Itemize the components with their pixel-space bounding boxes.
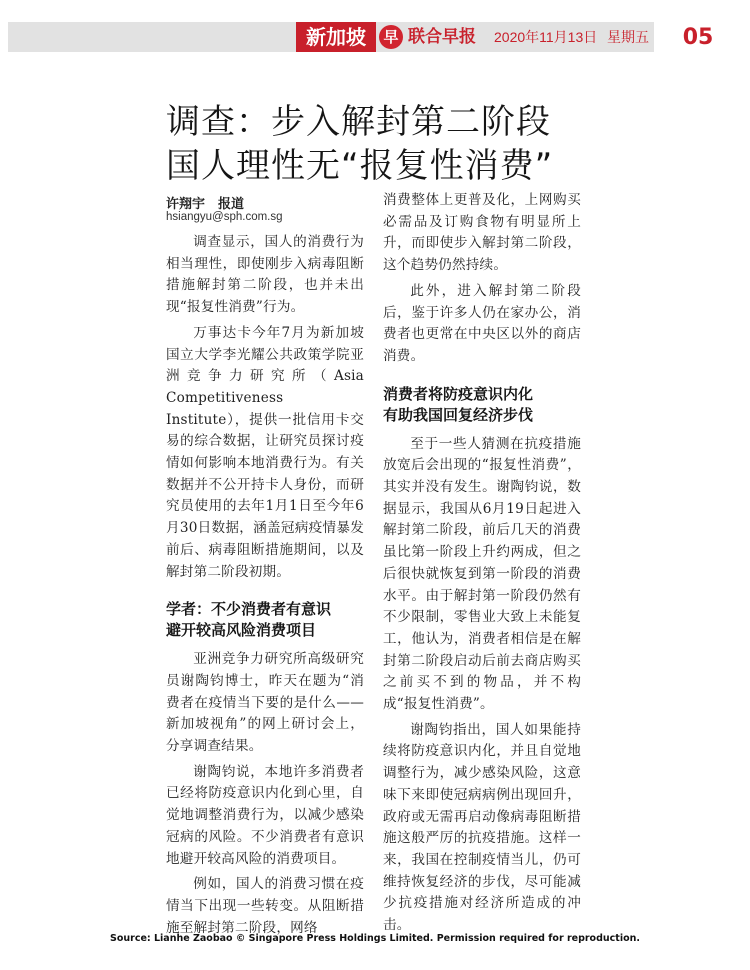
- page-number: 05: [654, 22, 742, 52]
- paragraph-continued: 消费整体上更普及化，上网购买必需品及订购食物有明显所上升，而即使步入解封第二阶段，这个趋势仍然持续。: [383, 192, 581, 274]
- headline: [166, 100, 626, 188]
- paragraph: 此外，进入解封第二阶段后，鉴于许多人仍在家办公，消费者也更常在中央区以外的商店消费。: [383, 282, 581, 364]
- publication-date: 2020年11月13日: [494, 29, 598, 45]
- newspaper-name: 联合早报: [408, 27, 476, 47]
- paragraph: 调查显示，国人的消费行为相当理性，即使刚步入病毒阻断措施解封第二阶段，也并未出现“报复性消费”行为。: [166, 234, 364, 316]
- headline-line-2: 国人理性无“报复性消费”: [166, 146, 554, 186]
- article-column-left: [166, 232, 364, 943]
- byline: 许翔宇 报道: [166, 197, 245, 212]
- paragraph: 谢陶钧说，本地许多消费者已经将防疫意识内化到心里，自觉地调整消费行为，以减少感染冠病的风险。不少消费者有意识地避开较高风险的消费项目。: [166, 763, 364, 867]
- paragraph: 万事达卡今年7月为新加坡国立大学李光耀公共政策学院亚洲竞争力研究所（Asia Competitiveness Institute），提供一批信用卡交易的综合数据，让研究员探讨疫情如何影响本地消费行为。有关数据并不公开持卡人身份，而研究员使用的去年1月1日至今年6月30日数据，涵盖冠病疫情暴发前后、病毒阻断措施期间，以及解封第二阶段初期。: [166, 324, 364, 580]
- subheading-line: 消费者将防疫意识内化: [383, 384, 534, 403]
- article-column-right: [383, 190, 581, 941]
- paragraph: 至于一些人猜测在抗疫措施放宽后会出现的“报复性消费”，其实并没有发生。谢陶钧说，数据显示，我国从6月19日起进入解封第二阶段，前后几天的消费虽比第一阶段上升约两成，但之后很快就恢复到第一阶段的消费水平。由于解封第一阶段仍然有不少限制，零售业大致上未能复工，他认为，消费者相信是在解封第二阶段启动后前去商店购买之前买不到的物品，并不构成“报复性消费”。: [383, 435, 581, 713]
- paragraph: 亚洲竞争力研究所高级研究员谢陶钧博士，昨天在题为“消费者在疫情当下要的是什么——新加坡视角”的网上研讨会上，分享调查结果。: [166, 651, 364, 755]
- newspaper-logo-icon: 早: [379, 25, 403, 49]
- headline-line-1: 调查：步入解封第二阶段: [166, 102, 551, 142]
- subheading-line: 学者：不少消费者有意识: [166, 600, 332, 619]
- author-email: hsiangyu@sph.com.sg: [166, 211, 283, 223]
- subheading-line: 有助我国回复经济步伐: [383, 405, 534, 424]
- source-credit: Source: Lianhe Zaobao © Singapore Press Holdings Limited. Permission required for reproduction.: [110, 933, 640, 944]
- subheading-line: 避开较高风险消费项目: [166, 621, 317, 640]
- publication-weekday: 星期五: [607, 29, 649, 45]
- paragraph: 例如，国人的消费习惯在疫情当下出现一些转变。从阻断措施至解封第二阶段，网络: [166, 876, 364, 936]
- subheading-consumers: [383, 384, 581, 426]
- subheading-scholar: [166, 599, 364, 641]
- paragraph: 谢陶钧指出，国人如果能持续将防疫意识内化，并且自觉地调整行为，减少感染风险，这意味下来即使冠病病例出现回升，政府或无需再启动像病毒阻断措施这般严厉的抗疫措施。这样一来，我国在控制疫情当儿，仍可维持恢复经济的步伐，尽可能减少抗疫措施对经济所造成的冲击。: [383, 721, 581, 934]
- section-name: 新加坡: [296, 22, 376, 52]
